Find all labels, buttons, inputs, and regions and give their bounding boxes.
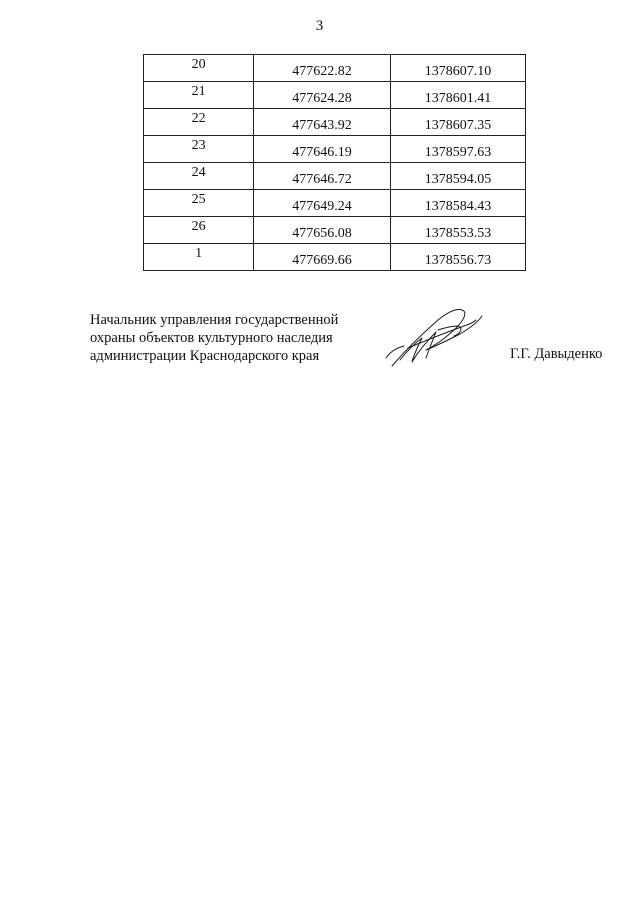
x-coordinate-cell: 477649.24 bbox=[254, 190, 391, 217]
table-row bbox=[144, 55, 526, 82]
y-coordinate-cell: 1378597.63 bbox=[390, 136, 525, 163]
table-row bbox=[144, 136, 526, 163]
signatory-title bbox=[90, 311, 380, 365]
point-number-cell: 24 bbox=[144, 163, 254, 190]
y-coordinate-cell: 1378553.53 bbox=[390, 217, 525, 244]
point-number-cell: 22 bbox=[144, 109, 254, 136]
signatory-title-line: администрации Краснодарского края bbox=[90, 348, 320, 364]
coordinates-table bbox=[143, 54, 526, 271]
point-number-cell: 20 bbox=[144, 55, 254, 82]
table-row bbox=[144, 190, 526, 217]
table-row bbox=[144, 109, 526, 136]
point-number-cell: 1 bbox=[144, 244, 254, 271]
point-number-cell: 25 bbox=[144, 190, 254, 217]
signatory-title-line: охраны объектов культурного наследия bbox=[90, 330, 333, 346]
page-number: 3 bbox=[315, 18, 324, 34]
x-coordinate-cell: 477646.72 bbox=[254, 163, 391, 190]
y-coordinate-cell: 1378556.73 bbox=[390, 244, 525, 271]
point-number-cell: 21 bbox=[144, 82, 254, 109]
table-row bbox=[144, 82, 526, 109]
y-coordinate-cell: 1378601.41 bbox=[390, 82, 525, 109]
x-coordinate-cell: 477624.28 bbox=[254, 82, 391, 109]
table-row bbox=[144, 163, 526, 190]
point-number-cell: 26 bbox=[144, 217, 254, 244]
x-coordinate-cell: 477646.19 bbox=[254, 136, 391, 163]
table-row bbox=[144, 217, 526, 244]
x-coordinate-cell: 477622.82 bbox=[254, 55, 391, 82]
handwritten-signature-icon bbox=[378, 300, 488, 372]
x-coordinate-cell: 477669.66 bbox=[254, 244, 391, 271]
y-coordinate-cell: 1378584.43 bbox=[390, 190, 525, 217]
signatory-title-line: Начальник управления государственной bbox=[90, 312, 339, 328]
table-row bbox=[144, 244, 526, 271]
x-coordinate-cell: 477656.08 bbox=[254, 217, 391, 244]
y-coordinate-cell: 1378607.35 bbox=[390, 109, 525, 136]
x-coordinate-cell: 477643.92 bbox=[254, 109, 391, 136]
coordinates-table-body bbox=[144, 55, 526, 271]
point-number-cell: 23 bbox=[144, 136, 254, 163]
signatory-name: Г.Г. Давыденко bbox=[510, 346, 603, 362]
y-coordinate-cell: 1378594.05 bbox=[390, 163, 525, 190]
y-coordinate-cell: 1378607.10 bbox=[390, 55, 525, 82]
